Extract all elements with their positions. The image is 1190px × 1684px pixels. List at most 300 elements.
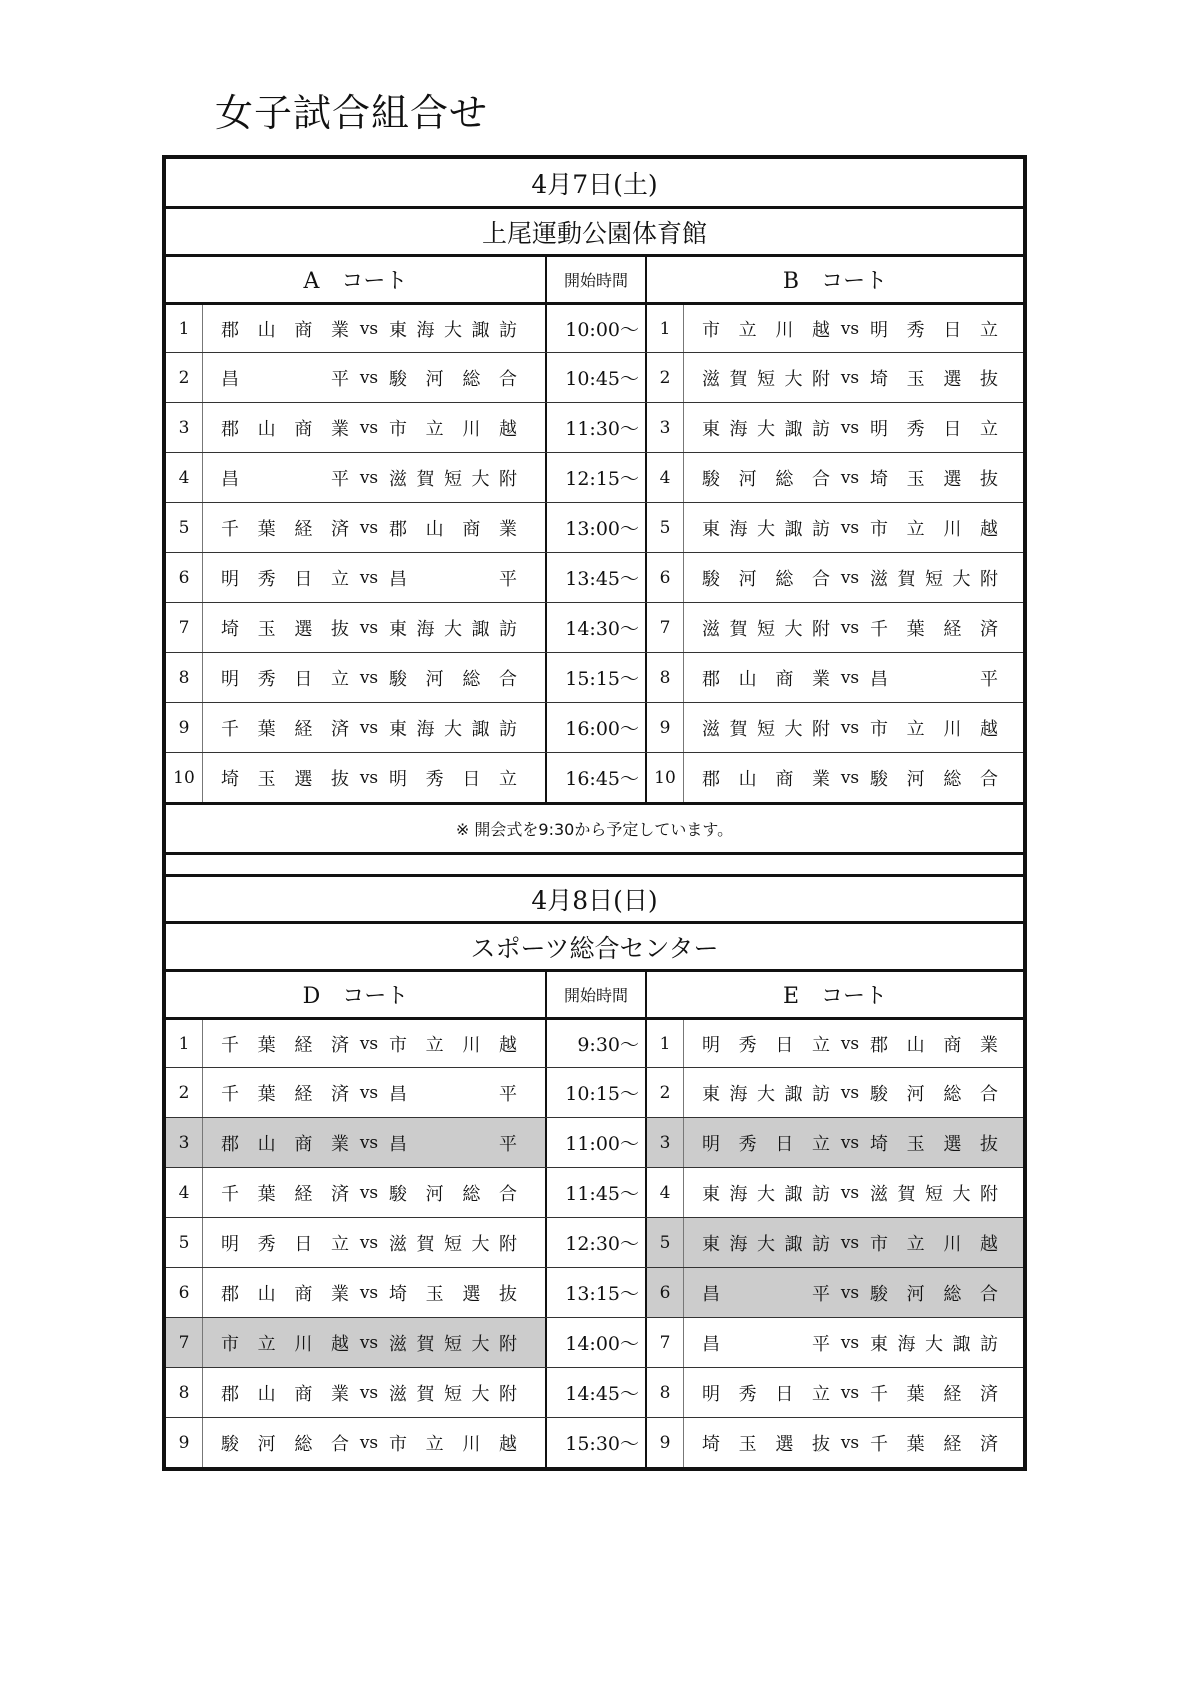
date-row [166,874,1023,921]
left-court-match [166,1418,545,1467]
team-char: 経 [294,1034,313,1056]
team-char: 滋 [389,1233,407,1255]
team-char: 千 [221,1083,239,1105]
team-char: 滋 [702,368,720,390]
team-char: 越 [979,518,998,540]
left-court-match [166,1068,545,1117]
team-name [389,1031,517,1057]
team-name [221,1330,349,1356]
matchup [684,1020,1023,1067]
team-char: 大 [757,1183,775,1205]
team-char: 葉 [257,518,276,540]
team-char: 山 [906,1034,925,1056]
team-name [221,715,349,741]
match-number: 4 [166,1168,203,1217]
team-char: 市 [389,418,407,440]
matchup [203,553,545,602]
team-char: 合 [498,1183,517,1205]
team-char: 業 [979,1034,998,1056]
right-court-match [647,1368,1023,1417]
team-name [870,1330,998,1356]
team-char: 経 [294,518,313,540]
team-char: 合 [498,368,517,390]
team-char: 大 [925,1333,943,1355]
left-court-match [166,603,545,652]
team-char: 訪 [980,1333,998,1355]
vs-label: vs [359,717,379,738]
team-char: 葉 [906,1383,925,1405]
vs-label: vs [359,1132,379,1153]
match-row [166,1017,1023,1067]
vs-label: vs [840,767,860,788]
team-char: 附 [812,368,830,390]
team-name [702,1280,830,1306]
team-char: 経 [943,1433,962,1455]
match-number: 3 [166,1118,203,1167]
venue-row [166,206,1023,254]
team-char: 附 [499,1333,517,1355]
team-char: 業 [330,418,349,440]
right-court-match [647,353,1023,402]
matchup [203,403,545,452]
team-char: 大 [757,518,775,540]
match-number: 7 [166,603,203,652]
team-char: 滋 [870,568,888,590]
matchup [203,1268,545,1317]
team-name [870,1380,998,1406]
team-char: 抜 [330,768,349,790]
left-court-match [166,753,545,802]
team-char: 抜 [979,1133,998,1155]
vs-label: vs [840,467,860,488]
matchup [684,453,1023,502]
left-court-match [166,453,545,502]
team-name [702,565,830,591]
match-number: 4 [647,1168,684,1217]
team-name [221,765,349,791]
team-char: 業 [330,1283,349,1305]
team-name [702,1031,830,1057]
matchup [203,1368,545,1417]
vs-label: vs [840,617,860,638]
start-time: 16:45～ [545,753,647,802]
team-char: 川 [462,1034,481,1056]
team-char: 明 [221,1233,239,1255]
team-char: 合 [979,1083,998,1105]
team-char: 合 [811,568,830,590]
team-char: 駿 [870,1083,888,1105]
team-char: 選 [943,368,962,390]
team-name [702,316,830,342]
team-char: 河 [738,568,757,590]
matchup [203,305,545,352]
team-char: 合 [979,768,998,790]
matchup [684,653,1023,702]
team-name [702,365,830,391]
team-char: 東 [702,1083,720,1105]
team-char: 訪 [812,518,830,540]
start-time: 16:00～ [545,703,647,752]
match-number: 2 [647,353,684,402]
team-char: 平 [812,1333,830,1355]
team-name [702,1380,830,1406]
match-number: 1 [647,305,684,352]
match-number: 6 [647,553,684,602]
match-row [166,1317,1023,1367]
start-time: 15:30～ [545,1418,647,1467]
team-char: 海 [729,418,748,440]
team-char: 日 [294,568,313,590]
vs-label: vs [840,1382,860,1403]
team-char: 滋 [389,468,407,490]
match-number: 8 [166,653,203,702]
matchup [684,1068,1023,1117]
team-char: 経 [943,1383,962,1405]
team-char: 短 [925,568,943,590]
team-char: 越 [498,418,517,440]
team-char: 附 [499,1383,517,1405]
team-char: 秀 [738,1133,757,1155]
team-char: 河 [257,1433,276,1455]
team-char: 短 [757,618,775,640]
match-row [166,452,1023,502]
team-char: 立 [906,718,925,740]
left-court-match [166,1268,545,1317]
team-char: 玉 [906,468,925,490]
team-char: 商 [775,768,794,790]
team-char: 玉 [257,618,276,640]
team-name [389,465,517,491]
right-court-match [647,553,1023,602]
match-number: 2 [166,1068,203,1117]
team-char: 昌 [389,1133,407,1155]
team-char: 抜 [979,468,998,490]
team-char: 附 [812,718,830,740]
team-name [702,415,830,441]
team-char: 大 [757,1083,775,1105]
team-char: 日 [294,1233,313,1255]
match-number: 8 [647,653,684,702]
team-char: 商 [943,1034,962,1056]
start-time: 11:45～ [545,1168,647,1217]
team-char: 日 [943,418,962,440]
team-char: 経 [294,718,313,740]
team-name [389,365,517,391]
team-char: 秀 [738,1034,757,1056]
note-text: ※ 開会式を9:30から予定しています。 [455,820,734,839]
team-char: 海 [729,1183,748,1205]
team-name [221,1380,349,1406]
team-char: 海 [729,1233,748,1255]
team-char: 平 [331,368,349,390]
match-number: 3 [647,403,684,452]
team-char: 商 [462,518,481,540]
matchup [203,353,545,402]
team-name [389,415,517,441]
team-char: 越 [498,1034,517,1056]
start-time-header: 開始時間 [545,257,647,302]
team-char: 選 [943,468,962,490]
matchup [684,703,1023,752]
team-char: 業 [330,1383,349,1405]
team-char: 大 [952,1183,971,1205]
team-char: 賀 [416,1233,435,1255]
match-row [166,1417,1023,1467]
vs-label: vs [359,1232,379,1253]
team-char: 経 [294,1183,313,1205]
team-char: 山 [257,1383,276,1405]
team-char: 郡 [221,1383,239,1405]
left-court-match [166,305,545,352]
team-char: 埼 [870,368,888,390]
team-char: 東 [389,319,407,341]
team-name [870,665,998,691]
team-name [870,1031,998,1057]
team-char: 短 [444,1233,462,1255]
team-char: 平 [980,668,998,690]
team-char: 立 [425,418,444,440]
team-char: 訪 [812,1183,830,1205]
team-char: 商 [294,418,313,440]
right-court-match [647,305,1023,352]
start-time: 14:00～ [545,1318,647,1367]
team-char: 千 [221,1183,239,1205]
team-char: 立 [811,1034,830,1056]
team-char: 附 [499,468,517,490]
match-number: 8 [647,1368,684,1417]
team-char: 郡 [221,1283,239,1305]
team-char: 諏 [471,319,490,341]
team-name [221,1280,349,1306]
team-name [870,715,998,741]
team-char: 済 [330,718,349,740]
matchup [684,1168,1023,1217]
team-char: 大 [444,618,462,640]
team-char: 大 [952,568,971,590]
right-court-match [647,1020,1023,1067]
team-char: 千 [221,718,239,740]
team-char: 郡 [221,1133,239,1155]
team-char: 立 [330,568,349,590]
team-char: 立 [906,1233,925,1255]
team-name [870,365,998,391]
team-char: 平 [499,568,517,590]
team-name [870,615,998,641]
team-char: 抜 [811,1433,830,1455]
team-char: 河 [425,1183,444,1205]
team-char: 日 [775,1133,794,1155]
team-char: 駿 [221,1433,239,1455]
team-char: 昌 [702,1283,720,1305]
venue-row [166,921,1023,969]
match-number: 1 [166,305,203,352]
team-char: 大 [471,1333,490,1355]
match-row [166,352,1023,402]
left-court-match [166,1318,545,1367]
right-court-match [647,1218,1023,1267]
vs-label: vs [359,1182,379,1203]
left-court-match [166,403,545,452]
vs-label: vs [359,1082,379,1103]
team-char: 選 [943,1133,962,1155]
team-char: 賀 [416,1383,435,1405]
match-number: 6 [166,1268,203,1317]
team-name [702,765,830,791]
matchup [684,1218,1023,1267]
vs-label: vs [359,667,379,688]
team-char: 短 [444,468,462,490]
team-char: 駿 [702,568,720,590]
team-name [221,1180,349,1206]
matchup [203,503,545,552]
team-char: 賀 [729,368,748,390]
team-name [702,1080,830,1106]
match-row [166,502,1023,552]
vs-label: vs [840,367,860,388]
team-name [702,615,830,641]
right-court-match [647,753,1023,802]
left-court-header: A コート [303,269,408,294]
team-char: 短 [444,1333,462,1355]
team-char: 業 [330,1133,349,1155]
team-char: 秀 [906,319,925,341]
team-name [702,1430,830,1456]
team-char: 川 [294,1333,313,1355]
team-char: 大 [757,1233,775,1255]
team-name [221,615,349,641]
left-court-match [166,653,545,702]
team-char: 合 [330,1433,349,1455]
team-char: 埼 [221,768,239,790]
team-char: 千 [870,618,888,640]
team-char: 河 [738,468,757,490]
vs-label: vs [840,1232,860,1253]
match-row [166,302,1023,352]
vs-label: vs [359,318,379,339]
team-char: 日 [294,668,313,690]
team-char: 海 [416,718,435,740]
team-char: 明 [870,418,888,440]
team-char: 山 [257,1133,276,1155]
start-time: 10:45～ [545,353,647,402]
team-char: 秀 [425,768,444,790]
team-char: 昌 [221,368,239,390]
team-char: 昌 [870,668,888,690]
start-time: 11:30～ [545,403,647,452]
start-time: 11:00～ [545,1118,647,1167]
match-number: 10 [647,753,684,802]
team-char: 滋 [870,1183,888,1205]
match-number: 7 [166,1318,203,1367]
team-name [221,365,349,391]
matchup [684,353,1023,402]
team-char: 秀 [906,418,925,440]
team-char: 市 [870,518,888,540]
team-char: 埼 [221,618,239,640]
team-char: 昌 [702,1333,720,1355]
matchup [684,1268,1023,1317]
vs-label: vs [840,1432,860,1453]
team-char: 諏 [952,1333,971,1355]
start-time: 12:30～ [545,1218,647,1267]
team-char: 諏 [471,718,490,740]
team-char: 大 [757,418,775,440]
vs-label: vs [359,567,379,588]
team-char: 立 [330,1233,349,1255]
team-char: 大 [471,1233,490,1255]
team-char: 滋 [702,718,720,740]
team-char: 千 [870,1383,888,1405]
team-char: 市 [870,1233,888,1255]
right-court-match [647,1168,1023,1217]
vs-label: vs [359,417,379,438]
team-char: 日 [775,1034,794,1056]
left-court-match [166,553,545,602]
team-char: 郡 [870,1034,888,1056]
team-char: 山 [738,768,757,790]
team-name [870,415,998,441]
team-char: 川 [943,718,962,740]
team-char: 総 [943,1283,962,1305]
team-char: 賀 [729,618,748,640]
team-name [870,1430,998,1456]
match-number: 9 [166,1418,203,1467]
team-char: 経 [943,618,962,640]
right-court-match [647,403,1023,452]
team-char: 大 [471,468,490,490]
team-char: 業 [811,668,830,690]
team-char: 賀 [416,1333,435,1355]
team-char: 総 [462,1183,481,1205]
team-name [221,415,349,441]
team-char: 平 [499,1133,517,1155]
team-char: 明 [221,568,239,590]
court-header-row [166,254,1023,302]
team-name [702,465,830,491]
team-char: 平 [499,1083,517,1105]
match-number: 6 [647,1268,684,1317]
match-row [166,752,1023,802]
team-char: 河 [425,668,444,690]
team-char: 河 [906,768,925,790]
matchup [684,1418,1023,1467]
matchup [684,753,1023,802]
right-court-match [647,603,1023,652]
left-court-match [166,353,545,402]
team-char: 滋 [389,1383,407,1405]
team-char: 賀 [416,468,435,490]
team-char: 選 [294,768,313,790]
team-char: 短 [444,1383,462,1405]
team-char: 選 [775,1433,794,1455]
team-char: 訪 [499,319,517,341]
match-row [166,1117,1023,1167]
team-char: 滋 [702,618,720,640]
team-name [870,565,998,591]
team-char: 立 [906,518,925,540]
team-char: 総 [775,468,794,490]
team-char: 合 [498,668,517,690]
team-char: 明 [702,1133,720,1155]
team-char: 東 [389,718,407,740]
team-char: 玉 [425,1283,444,1305]
team-char: 郡 [702,768,720,790]
team-name [870,1130,998,1156]
match-number: 1 [647,1020,684,1067]
right-court-match [647,503,1023,552]
match-number: 7 [647,603,684,652]
left-court-match [166,1168,545,1217]
